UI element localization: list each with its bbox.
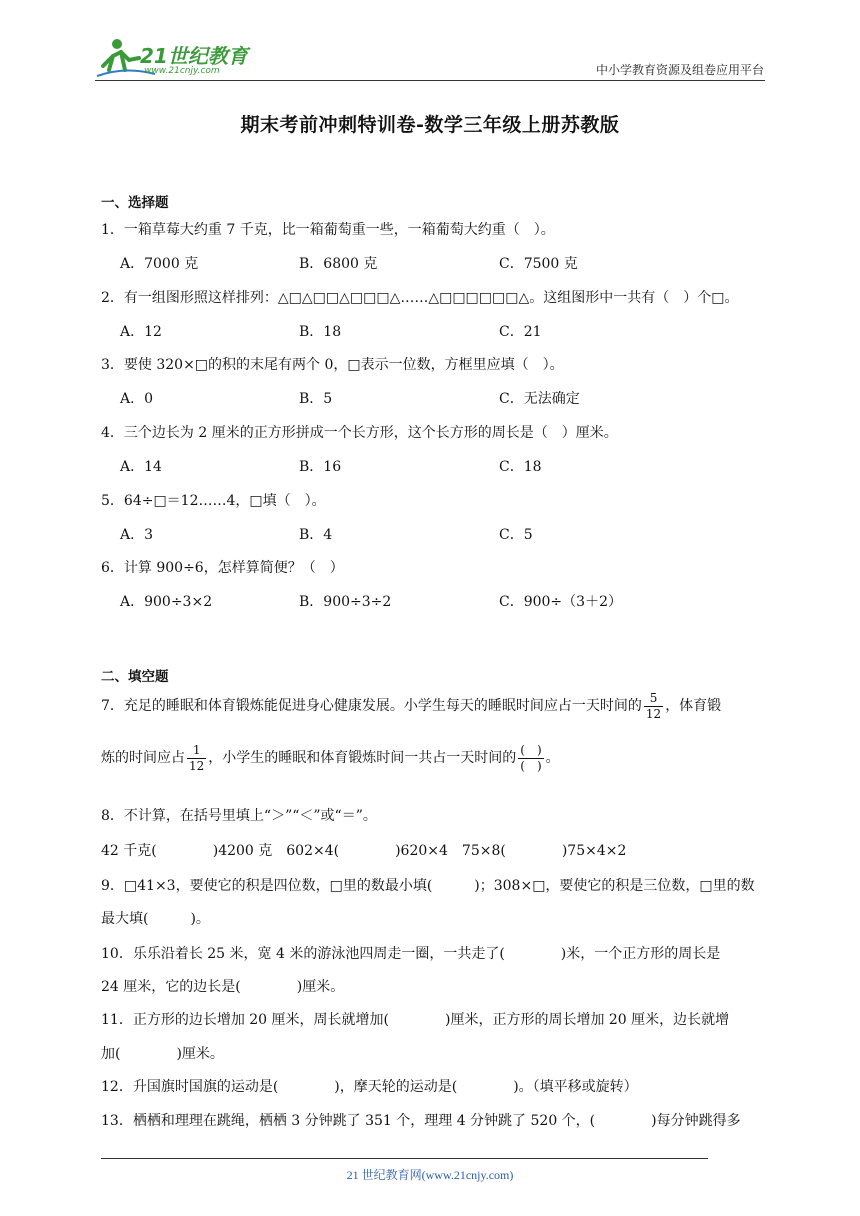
- q4-option-a: A．14: [120, 459, 162, 475]
- question-11-line-1: 11．正方形的边长增加 20 厘米，周长就增加( )厘米，正方形的周长增加 20 厘米，边长就增: [101, 1012, 730, 1028]
- question-8-items: 42 千克( )4200 克 602×4( )620×4 75×8( )75×4×2: [101, 843, 627, 859]
- q7-text-e: 。: [545, 750, 560, 766]
- fraction-numerator: 1: [187, 743, 206, 759]
- q1-option-c: C．7500 克: [499, 256, 578, 272]
- question-7-line-2: [101, 740, 560, 776]
- fraction-numerator: ( ): [520, 742, 542, 757]
- question-10-line-1: 10．乐乐沿着长 25 米，宽 4 米的游泳池四周走一圈，一共走了( )米，一个正方形的周长是: [101, 946, 721, 962]
- q5-option-b: B．4: [299, 527, 333, 543]
- q3-option-b: B．5: [299, 391, 333, 407]
- q5-option-c: C．5: [499, 527, 533, 543]
- logo-url: www.21cnjy.com: [144, 66, 220, 76]
- fraction-denominator: 12: [189, 758, 205, 773]
- header-divider: [95, 80, 765, 81]
- q1-option-b: B．6800 克: [299, 256, 378, 272]
- page-title: 期末考前冲刺特训卷-数学三年级上册苏教版: [240, 114, 620, 136]
- q7-fraction-answer: [518, 743, 543, 774]
- fraction-denominator: 12: [645, 706, 662, 721]
- q2-option-c: C．21: [499, 324, 542, 340]
- question-8: 8．不计算，在括号里填上“＞”“＜”或“＝”。: [101, 808, 377, 824]
- question-12: 12．升国旗时国旗的运动是( )，摩天轮的运动是( )。（填平移或旋转）: [101, 1079, 638, 1095]
- question-1: 1．一箱草莓大约重 7 千克，比一箱葡萄重一些，一箱葡萄大约重（ ）。: [101, 222, 555, 238]
- q7-text-a: 7．充足的睡眠和体育锻炼能促进身心健康发展。小学生每天的睡眠时间应占一天时间的: [101, 698, 642, 714]
- question-9-line-2: 最大填( )。: [101, 911, 210, 927]
- q7-fraction-exercise: [187, 743, 206, 774]
- question-9-line-1: 9．□41×3，要使它的积是四位数，□里的数最小填( )；308×□，要使它的积是三位数，□里的数: [101, 878, 755, 894]
- q3-option-a: A．0: [120, 391, 154, 407]
- q7-fraction-sleep: [644, 691, 663, 722]
- q2-option-a: A．12: [120, 324, 162, 340]
- fraction-denominator: ( ): [520, 758, 542, 773]
- q6-option-b: B．900÷3÷2: [299, 594, 392, 610]
- q7-text-b: ，体育锻: [665, 698, 722, 714]
- q3-option-c: C．无法确定: [499, 391, 580, 407]
- q6-option-c: C．900÷（3＋2）: [499, 594, 622, 610]
- question-13: 13．栖栖和理理在跳绳，栖栖 3 分钟跳了 351 个，理理 4 分钟跳了 520 个，( )每分钟跳得多: [101, 1113, 741, 1129]
- question-2: 2．有一组图形照这样排列：△□△□□△□□□△……△□□□□□□△。这组图形中一共有（ ）个□。: [101, 290, 739, 306]
- header-platform-text: 中小学教育资源及组卷应用平台: [595, 63, 764, 77]
- q1-option-a: A．7000 克: [120, 256, 199, 272]
- q4-option-c: C．18: [499, 459, 542, 475]
- question-7-line-1: [101, 688, 721, 724]
- footer-divider: [101, 1158, 708, 1159]
- footer-text: 21 世纪教育网(www.21cnjy.com): [346, 1168, 514, 1182]
- q6-option-a: A．900÷3×2: [120, 594, 213, 610]
- q7-text-c: 炼的时间应占: [101, 750, 185, 766]
- question-6: 6．计算 900÷6，怎样算简便？（ ）: [101, 560, 344, 576]
- q5-option-a: A．3: [120, 527, 154, 543]
- section-heading-fill: 二、填空题: [101, 669, 169, 685]
- q2-option-b: B．18: [299, 324, 342, 340]
- question-4: 4．三个边长为 2 厘米的正方形拼成一个长方形，这个长方形的周长是（ ）厘米。: [101, 425, 618, 441]
- logo-text: 21世纪教育: [140, 44, 248, 68]
- question-11-line-2: 加( )厘米。: [101, 1046, 224, 1062]
- q4-option-b: B．16: [299, 459, 342, 475]
- question-5: 5．64÷□＝12……4，□填（ ）。: [101, 493, 326, 509]
- section-heading-choice: 一、选择题: [101, 195, 169, 211]
- fraction-numerator: 5: [644, 691, 663, 707]
- question-3: 3．要使 320×□的积的末尾有两个 0，□表示一位数，方框里应填（ ）。: [101, 357, 564, 373]
- question-10-line-2: 24 厘米，它的边长是( )厘米。: [101, 979, 345, 995]
- q7-text-d: ，小学生的睡眠和体育锻炼时间一共占一天时间的: [208, 750, 517, 766]
